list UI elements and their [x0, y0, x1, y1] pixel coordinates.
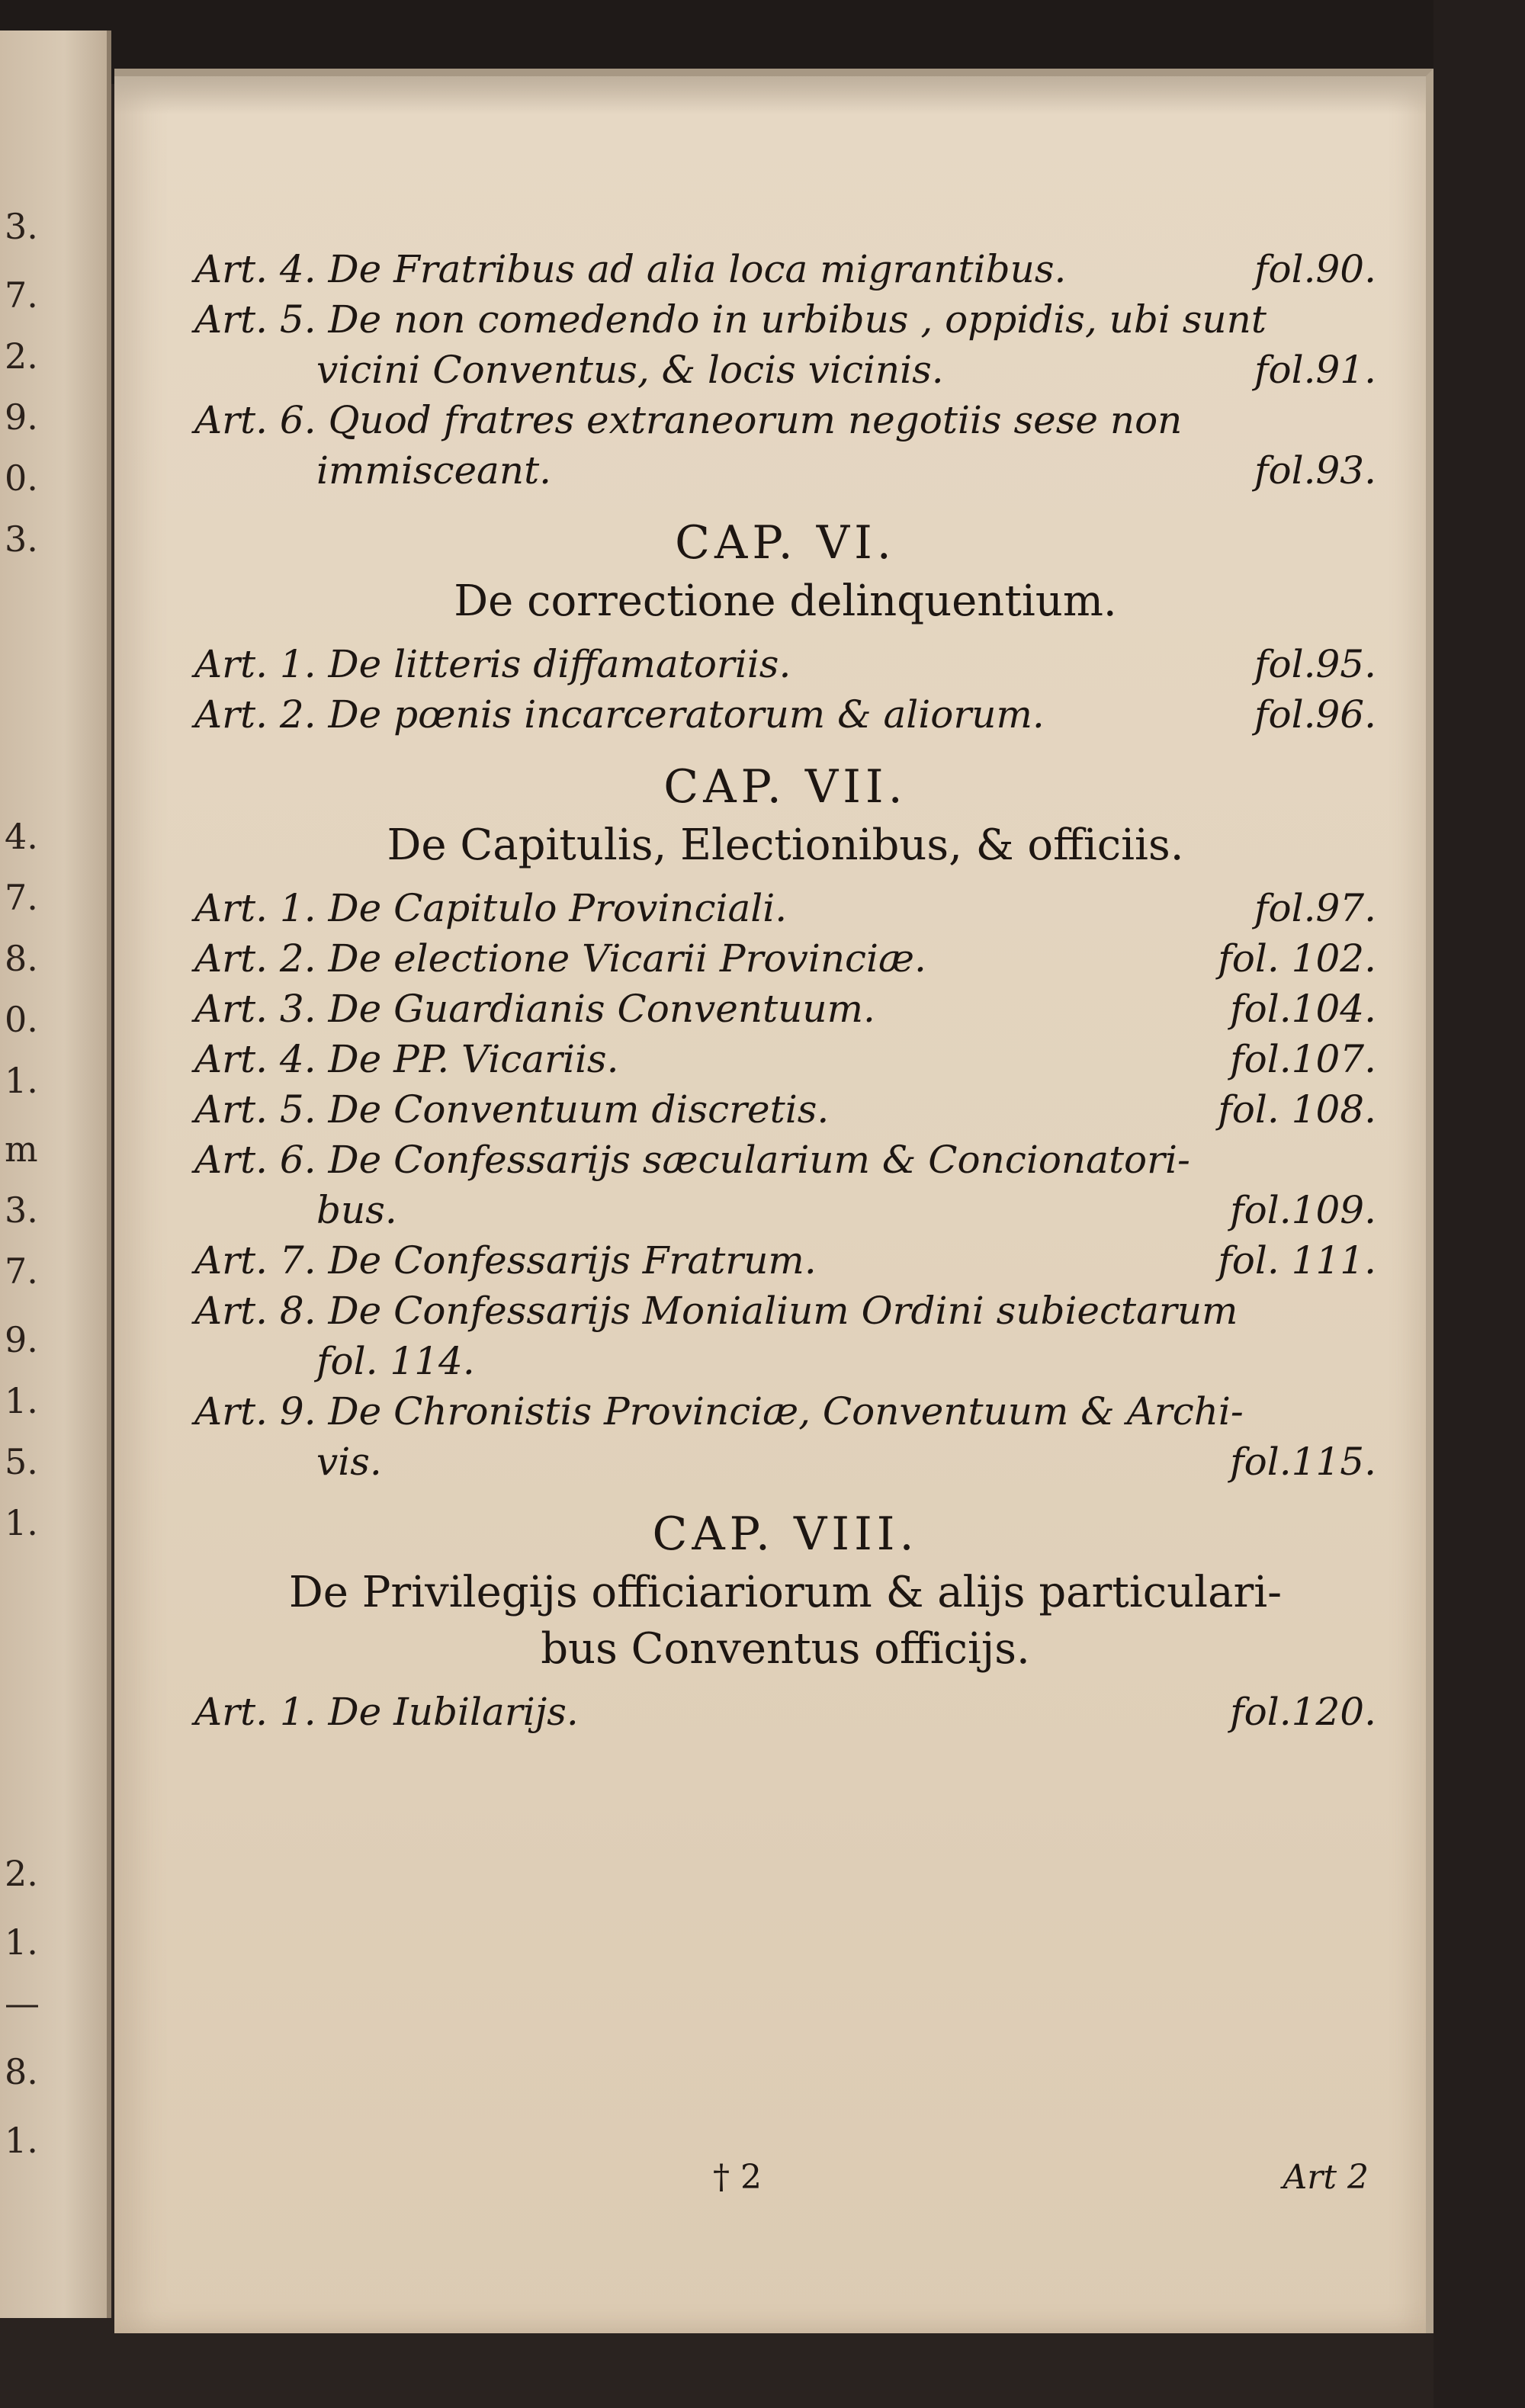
entries-chapter-6 — [194, 639, 1376, 740]
left-page-fragment: m — [5, 1129, 38, 1170]
left-page-fragment: 0. — [5, 999, 38, 1040]
folio-reference: fol.90. — [1254, 247, 1376, 291]
toc-entry — [194, 883, 1376, 933]
left-page-fragment: 3. — [5, 519, 38, 560]
toc-entry — [194, 395, 1376, 496]
chapter-title-7: De Capitulis, Electionibus, & officiis. — [387, 820, 1184, 870]
folio-reference: fol.95. — [1254, 642, 1376, 686]
folio-reference: fol.109. — [1230, 1188, 1376, 1232]
left-page-fragment: 4. — [5, 816, 38, 857]
chapter-heading-8: CAP. VIII. — [652, 1507, 919, 1561]
article-title-continuation: immisceant. — [316, 448, 552, 493]
toc-entry — [194, 1687, 1376, 1737]
article-title-continuation: vis. — [316, 1440, 382, 1484]
article-title: De Chronistis Provinciæ, Conventuum & Archi- — [316, 1389, 1244, 1434]
article-number: Art. 3. — [194, 987, 316, 1031]
folio-reference: fol. 102. — [1218, 936, 1376, 981]
article-title-continuation: bus. — [316, 1188, 397, 1232]
folio-reference: fol.93. — [1254, 448, 1376, 493]
page-top-edge — [114, 76, 1426, 114]
toc-entry — [194, 244, 1376, 294]
article-number: Art. 7. — [194, 1238, 316, 1283]
left-page-fragment: 1. — [5, 1922, 38, 1963]
folio-reference: fol.120. — [1230, 1690, 1376, 1734]
article-number: Art. 6. — [194, 1138, 316, 1182]
folio-reference: fol.107. — [1230, 1037, 1376, 1081]
article-title: De Confessarijs Fratrum. — [316, 1238, 817, 1283]
left-page-fragment: 8. — [5, 938, 38, 979]
left-page-fragment: 8. — [5, 2051, 38, 2092]
left-page-fragment: 1. — [5, 1502, 38, 1543]
article-title: De pœnis incarceratorum & aliorum. — [316, 692, 1045, 737]
toc-entry — [194, 689, 1376, 740]
folio-reference: fol. 111. — [1218, 1238, 1376, 1283]
page-footer — [194, 2158, 1376, 2219]
entries-chapter-8 — [194, 1687, 1376, 1737]
article-title: De PP. Vicariis. — [316, 1037, 619, 1081]
article-title: De Capitulo Provinciali. — [316, 886, 788, 930]
article-number: Art. 1. — [194, 886, 316, 930]
toc-entry — [194, 1386, 1376, 1487]
toc-entry — [194, 1286, 1376, 1386]
article-number: Art. 4. — [194, 247, 316, 291]
toc-entry — [194, 1135, 1376, 1235]
left-page-fragment: — — [5, 1983, 40, 2024]
article-title: De litteris diffamatoriis. — [316, 642, 791, 686]
left-page-edge — [0, 31, 111, 2318]
article-number: Art. 1. — [194, 642, 316, 686]
article-title: De electione Vicarii Provinciæ. — [316, 936, 926, 981]
left-page-fragment: 7. — [5, 877, 38, 918]
article-title: De Conventuum discretis. — [316, 1087, 830, 1132]
article-title: De Fratribus ad alia loca migrantibus. — [316, 247, 1067, 291]
left-page-fragment: 1. — [5, 2120, 38, 2161]
article-number: Art. 5. — [194, 297, 316, 342]
background-right — [1434, 0, 1525, 2408]
signature-mark: † 2 — [713, 2158, 762, 2197]
folio-reference: fol. 108. — [1218, 1087, 1376, 1132]
left-page-fragment: 5. — [5, 1441, 38, 1482]
article-title: Quod fratres extraneorum negotiis sese non — [316, 398, 1183, 442]
catchword: Art 2 — [1283, 2158, 1369, 2197]
article-number: Art. 8. — [194, 1289, 316, 1333]
entries-chapter-7 — [194, 883, 1376, 1487]
left-page-fragment: 9. — [5, 1319, 38, 1360]
article-number: Art. 6. — [194, 398, 316, 442]
toc-entry — [194, 294, 1376, 395]
left-page-fragment: 9. — [5, 397, 38, 438]
article-number: Art. 9. — [194, 1389, 316, 1434]
left-page-fragment: 1. — [5, 1060, 38, 1101]
article-number: Art. 1. — [194, 1690, 316, 1734]
left-page-fragment: 7. — [5, 1251, 38, 1292]
left-page-fragment: 0. — [5, 458, 38, 499]
table-of-contents — [194, 244, 1376, 1737]
toc-entry — [194, 984, 1376, 1034]
folio-reference: fol.96. — [1254, 692, 1376, 737]
chapter-title-8 — [194, 1565, 1376, 1678]
article-number: Art. 4. — [194, 1037, 316, 1081]
toc-entry — [194, 1084, 1376, 1135]
article-title: De Confessarijs sæcularium & Concionatori- — [316, 1138, 1190, 1182]
left-page-fragments — [0, 31, 107, 2318]
toc-entry — [194, 1034, 1376, 1084]
article-title: De Confessarijs Monialium Ordini subiectarum — [316, 1289, 1238, 1333]
chapter-title-6: De correctione delinquentium. — [454, 576, 1117, 626]
chapter-title-8-line1: De Privilegijs officiariorum & alijs particulari- — [288, 1568, 1283, 1617]
article-title-continuation: fol. 114. — [316, 1339, 475, 1383]
folio-reference: fol.97. — [1254, 886, 1376, 930]
article-number: Art. 2. — [194, 936, 316, 981]
article-title: De Iubilarijs. — [316, 1690, 579, 1734]
left-page-fragment: 3. — [5, 206, 38, 247]
chapter-heading-6: CAP. VI. — [675, 516, 896, 570]
folio-reference: fol.91. — [1254, 348, 1376, 392]
left-page-fragment: 1. — [5, 1380, 38, 1421]
folio-reference: fol.115. — [1230, 1440, 1376, 1484]
article-title: De non comedendo in urbibus , oppidis, ubi sunt — [316, 297, 1267, 342]
left-page-fragment: 2. — [5, 336, 38, 377]
folio-reference: fol.104. — [1230, 987, 1376, 1031]
article-number: Art. 5. — [194, 1087, 316, 1132]
article-title-continuation: vicini Conventus, & locis vicinis. — [316, 348, 944, 392]
right-page — [114, 69, 1434, 2333]
chapter-heading-7: CAP. VII. — [663, 760, 907, 814]
left-page-fragment: 3. — [5, 1190, 38, 1231]
toc-entry — [194, 1235, 1376, 1286]
left-page-fragment: 7. — [5, 275, 38, 316]
article-number: Art. 2. — [194, 692, 316, 737]
chapter-title-8-line2: bus Conventus officijs. — [541, 1624, 1030, 1674]
entries-top — [194, 244, 1376, 496]
left-page-fragment: 2. — [5, 1853, 38, 1894]
toc-entry — [194, 933, 1376, 984]
toc-entry — [194, 639, 1376, 689]
article-title: De Guardianis Conventuum. — [316, 987, 875, 1031]
